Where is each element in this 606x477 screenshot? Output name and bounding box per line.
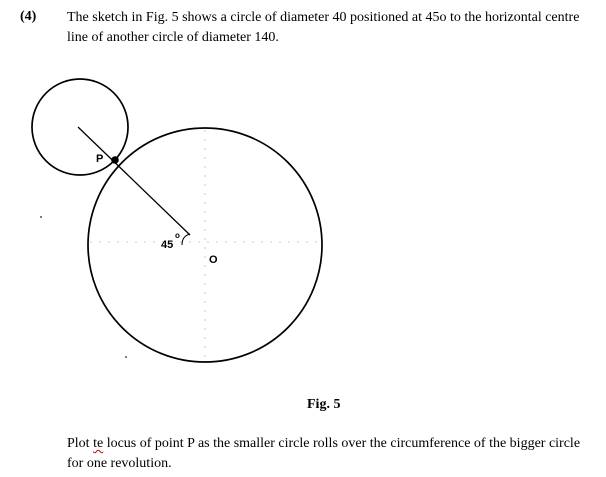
angle-arc — [182, 234, 190, 245]
instruction-before: Plot — [67, 436, 94, 451]
stray-dot — [125, 356, 127, 358]
instruction-typo: te — [93, 436, 104, 451]
stray-dot — [40, 216, 42, 218]
large-circle — [88, 128, 322, 362]
label-degree: o — [175, 231, 180, 240]
instruction-after: locus of point P as the smaller circle rolls over the circumference of the bigger circle for one revolution. — [67, 436, 581, 471]
large-circle-centre-lines — [90, 130, 320, 360]
label-angle: 45 — [161, 239, 174, 251]
instruction-text — [67, 434, 587, 474]
centre-line — [78, 127, 190, 235]
figure-caption: Fig. 5 — [307, 397, 341, 412]
label-o: O — [209, 254, 218, 266]
point-p-marker — [111, 156, 119, 164]
question-text: The sketch in Fig. 5 shows a circle of diameter 40 positioned at 45o to the horizontal centre line of another circle of diameter 140. — [67, 10, 580, 45]
label-p: P — [96, 153, 104, 165]
question-number: (4) — [20, 9, 37, 24]
